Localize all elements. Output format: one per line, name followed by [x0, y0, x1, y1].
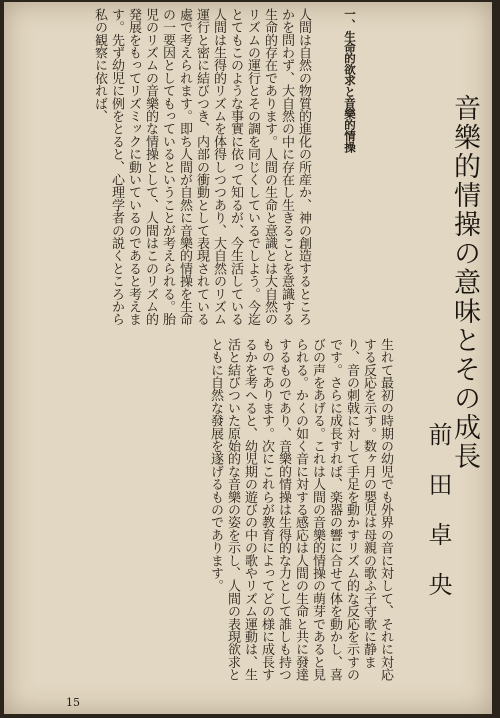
body-text-lower: 生れて最初の時期の幼児でも外界の音に対して、それに対応する反応を示す。数ヶ月の嬰児は母親の歌ふ子守歌に静まり、音の刺戟に対して手足を動かすリズム的な反応を示すのです。さらに成長すれば、楽器の響に合せて体を動かし、喜びの声をあげる。これは人間の音樂的情操の萌芽であると見られる。かくの如く音に対する感応は人間の生命と共に發達するものであり、音樂的情操は生得的な力として誰しも持つものであります。次にこれらが教育によってどの様に成長するかを考へると、幼児期の遊びの中の歌やリズム運動は、生活と結びついた原始的な音樂の姿を示し、人間の表現欲求とともに自然な發展を遂げるものであります。	[208, 338, 393, 681]
section-heading: 一、生命的欲求と音樂的情操	[343, 8, 357, 153]
article-author: 前田卓央	[424, 422, 452, 622]
page-number: 15	[66, 696, 80, 709]
magazine-page	[4, 2, 492, 714]
article-title: 音樂的情操の意味とその成長	[449, 94, 480, 471]
body-text-upper: 人間は自然の物質的進化の所産か、神の創造するところかを問わず、大自然の中に存在し生きることを意識する生命的存在であります。人間の生命と意識とは大自然のリズムの運行とその調を同じくしているでしよう。今迄とてもこのような事實に依って知るが、今生活している人間は生得的リズムを体得しつつあり、大自然のリズム運行と密に結びつき、内部の衝動として表現されている處で考えられます。即ち人間が自然に音樂的情操を生命の一要因としてもっているということが考えられる。胎児のリズムの音樂的な情操として、人間はこのリズム的発展をもってリズミックに動いているのであると考えます。先ず幼児に例をとると、心理学者の説くところから私の観察に依れば、	[92, 8, 311, 326]
